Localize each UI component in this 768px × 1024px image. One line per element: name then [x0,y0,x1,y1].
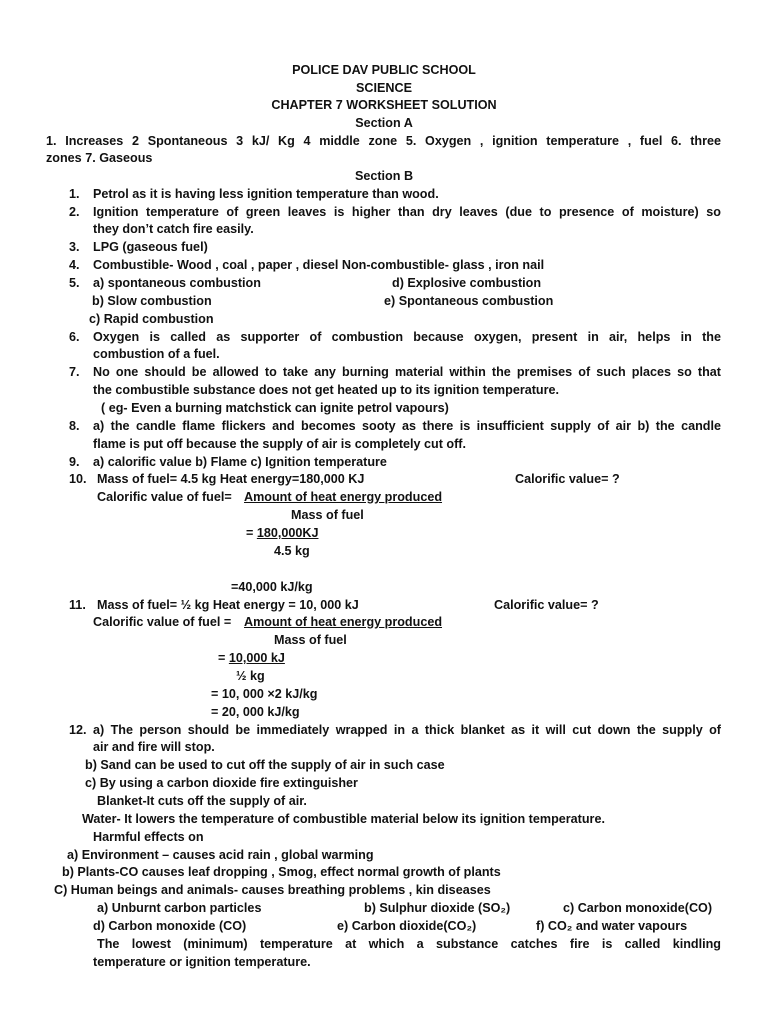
q6-answer-line1: Oxygen is called as supporter of combustion because oxygen, present in air, helps in the [93,330,721,344]
q4-number: 4. [69,258,80,272]
q5-number: 5. [69,276,80,290]
q13-option-a: a) Unburnt carbon particles [97,901,262,915]
q5-option-c: c) Rapid combustion [89,312,214,326]
q10-step-numerator: 180,000KJ [256,526,319,540]
section-a-answers-line1: 1. Increases 2 Spontaneous 3 kJ/ Kg 4 middle zone 5. Oxygen , ignition temperature , fuel 6. three [46,134,721,148]
q10-step-denominator: 4.5 kg [274,544,310,558]
q11-step-numerator: 10,000 kJ [228,651,285,665]
q11-step2: = 10, 000 ×2 kJ/kg [211,687,318,701]
q9-answer: a) calorific value b) Flame c) Ignition temperature [93,455,387,469]
q2-number: 2. [69,205,80,219]
q13-option-b: b) Sulphur dioxide (SO₂) [364,901,511,915]
school-name: POLICE DAV PUBLIC SCHOOL [292,63,476,77]
q13-option-d: d) Carbon monoxide (CO) [93,919,247,933]
q11-given: Mass of fuel= ½ kg Heat energy = 10, 000 kJ [97,598,359,612]
q10-step-eq-sign: = [246,526,257,540]
q10-formula-denominator: Mass of fuel [291,508,364,522]
q11-step-equals [218,650,285,666]
q12-water: Water- It lowers the temperature of combustible material below its ignition temperature. [82,812,605,826]
q11-result: = 20, 000 kJ/kg [211,705,300,719]
q12-answer-b: b) Sand can be used to cut off the supply of air in such case [85,758,445,772]
q3-number: 3. [69,240,80,254]
q8-answer-line1: a) the candle flame flickers and becomes sooty as there is insufficient supply of air b) the candle [93,419,721,433]
q11-find: Calorific value= ? [494,598,599,612]
q10-step-equals [246,525,318,541]
section-a-answers-line2: zones 7. Gaseous [46,151,153,165]
q6-number: 6. [69,330,80,344]
q6-answer-line2: combustion of a fuel. [93,347,220,361]
q12-blanket: Blanket-It cuts off the supply of air. [97,794,307,808]
q7-answer-line1: No one should be allowed to take any burning material within the premises of such places so that [93,365,721,379]
q8-answer-line2: flame is put off because the supply of air is completely cut off. [93,437,466,451]
q10-result: =40,000 kJ/kg [231,580,313,594]
q12-answer-a-line1: a) The person should be immediately wrapped in a thick blanket as it will cut down the supply of [93,723,721,737]
q10-number: 10. [69,472,87,486]
q10-find: Calorific value= ? [515,472,620,486]
q13-option-c: c) Carbon monoxide(CO) [563,901,713,915]
q5-option-e: e) Spontaneous combustion [384,294,554,308]
q13-option-e: e) Carbon dioxide(CO₂) [337,919,477,933]
q8-number: 8. [69,419,80,433]
q3-answer: LPG (gaseous fuel) [93,240,208,254]
q2-answer-line1: Ignition temperature of green leaves is higher than dry leaves (due to presence of moisture) so [93,205,721,219]
q11-step-denominator: ½ kg [236,669,265,683]
q7-answer-line2: the combustible substance does not get heated up to its ignition temperature. [93,383,560,397]
q11-formula-numerator: Amount of heat energy produced [244,615,443,629]
q9-number: 9. [69,455,80,469]
q11-formula-label: Calorific value of fuel = [93,615,232,629]
q11-number: 11. [69,598,86,612]
q7-answer-line3: ( eg- Even a burning matchstick can ignite petrol vapours) [101,401,449,415]
q12-harmful-heading: Harmful effects on [93,830,204,844]
q14-answer-line1: The lowest (minimum) temperature at which a substance catches fire is called kindling [97,937,721,951]
q12-number: 12. [69,723,87,737]
q4-answer: Combustible- Wood , coal , paper , diesel Non-combustible- glass , iron nail [93,258,545,272]
q5-option-a: a) spontaneous combustion [93,276,261,290]
q11-formula-denominator: Mass of fuel [274,633,347,647]
q12-answer-a-line2: air and fire will stop. [93,740,215,754]
q1-number: 1. [69,187,80,201]
q14-answer-line2: temperature or ignition temperature. [93,955,311,969]
section-b-heading: Section B [354,169,414,183]
q1-answer: Petrol as it is having less ignition temperature than wood. [93,187,439,201]
q12-harm-environment: a) Environment – causes acid rain , global warming [67,848,374,862]
q13-option-f: f) CO₂ and water vapours [536,919,688,933]
q10-given: Mass of fuel= 4.5 kg Heat energy=180,000 KJ [97,472,365,486]
q12-harm-humans: C) Human beings and animals- causes breathing problems , kin diseases [54,883,491,897]
q12-answer-c: c) By using a carbon dioxide fire extinguisher [85,776,358,790]
subject-title: SCIENCE [356,81,412,95]
q10-formula-numerator: Amount of heat energy produced [244,490,443,504]
q5-option-b: b) Slow combustion [92,294,212,308]
section-a-heading: Section A [355,116,413,130]
q10-formula-label: Calorific value of fuel= [97,490,232,504]
q11-step-eq-sign: = [218,651,229,665]
q7-number: 7. [69,365,80,379]
worksheet-title: CHAPTER 7 WORKSHEET SOLUTION [271,98,497,112]
q2-answer-line2: they don’t catch fire easily. [93,222,254,236]
q5-option-d: d) Explosive combustion [392,276,542,290]
q12-harm-plants: b) Plants-CO causes leaf dropping , Smog, effect normal growth of plants [62,865,501,879]
